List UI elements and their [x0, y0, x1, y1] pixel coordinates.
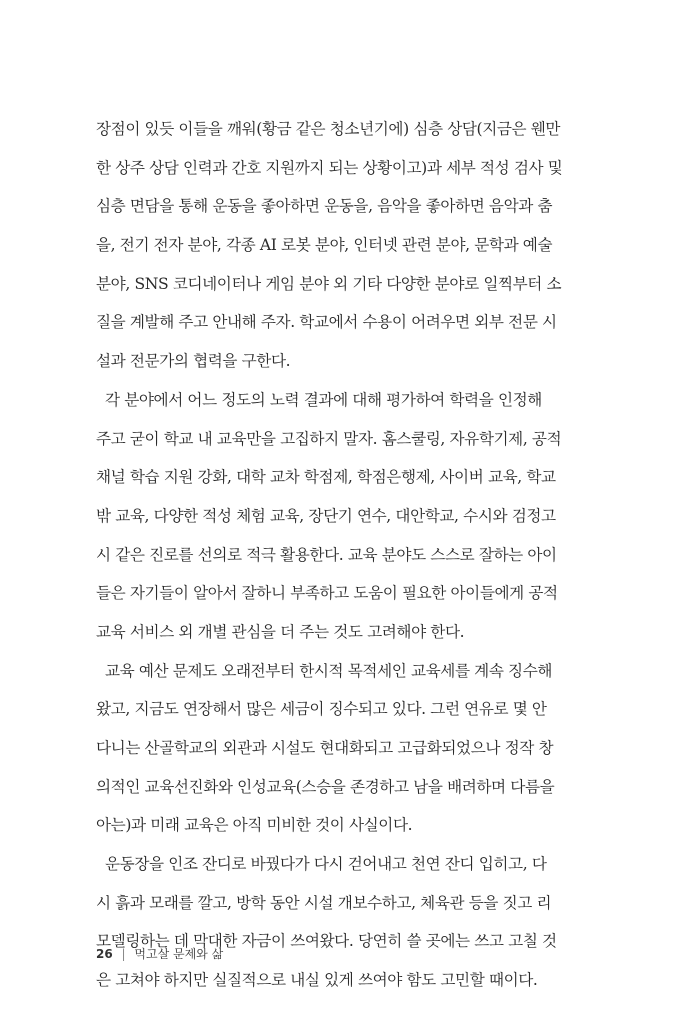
- text-line: 채널 학습 지원 강화, 대학 교차 학점제, 학점은행제, 사이버 교육, 학교: [96, 468, 556, 487]
- text-line: 아는)과 미래 교육은 아직 미비한 것이 사실이다.: [96, 816, 413, 835]
- body-text: [96, 110, 596, 1000]
- text-line: 다니는 산골학교의 외관과 시설도 현대화되고 고급화되었으나 정작 창: [96, 739, 554, 757]
- text-line: 들은 자기들이 알아서 잘하니 부족하고 도움이 필요한 아이들에게 공적: [96, 584, 558, 603]
- paragraph-start-line: 각 분야에서 어느 정도의 노력 결과에 대해 평가하여 학력을 인정해: [105, 390, 542, 409]
- text-line: 교육 서비스 외 개별 관심을 더 주는 것도 고려해야 한다.: [96, 622, 465, 641]
- footer-separator: |: [121, 947, 126, 961]
- text-line: 모델링하는 데 막대한 자금이 쓰여왔다. 당연히 쓸 곳에는 쓰고 고칠 것: [96, 932, 557, 951]
- text-line: 장점이 있듯 이들을 깨워(황금 같은 청소년기에) 심층 상담(지금은 웬만: [96, 120, 561, 138]
- paragraph-start-line: 운동장을 인조 잔디로 바꿨다가 다시 걷어내고 천연 잔디 입히고, 다: [105, 855, 547, 874]
- book-title: 먹고살 문제와 삶: [134, 947, 224, 961]
- text-line: 주고 굳이 학교 내 교육만을 고집하지 말자. 홈스쿨링, 자유학기제, 공적: [96, 429, 562, 448]
- page-number: 26: [96, 947, 113, 961]
- text-line: 은 고쳐야 하지만 실질적으로 내실 있게 쓰여야 함도 고민할 때이다.: [96, 971, 538, 990]
- text-line: 심층 면담을 통해 운동을 좋아하면 운동을, 음악을 좋아하면 음악과 춤: [96, 197, 553, 216]
- text-line: 분야, SNS 코디네이터나 게임 분야 외 기타 다양한 분야로 일찍부터 소: [96, 274, 562, 293]
- text-line: 한 상주 상담 인력과 간호 지원까지 되는 상황이고)과 세부 적성 검사 및: [96, 158, 563, 177]
- page-footer: [96, 944, 223, 964]
- text-line: 설과 전문가의 협력을 구한다.: [96, 352, 291, 371]
- text-line: 왔고, 지금도 연장해서 많은 세금이 징수되고 있다. 그런 연유로 몇 안: [96, 700, 547, 719]
- text-line: 질을 계발해 주고 안내해 주자. 학교에서 수용이 어려우면 외부 전문 시: [96, 313, 557, 332]
- text-line: 의적인 교육선진화와 인성교육(스승을 존경하고 남을 배려하며 다름을: [96, 777, 555, 796]
- text-line: 시 같은 진로를 선의로 적극 활용한다. 교육 분야도 스스로 잘하는 아이: [96, 545, 557, 564]
- text-line: 을, 전기 전자 분야, 각종 AI 로봇 분야, 인터넷 관련 분야, 문학과 예술: [96, 236, 553, 255]
- paragraph-start-line: 교육 예산 문제도 오래전부터 한시적 목적세인 교육세를 계속 징수해: [105, 661, 553, 680]
- text-line: 밖 교육, 다양한 적성 체험 교육, 장단기 연수, 대안학교, 수시와 검정고: [96, 506, 556, 525]
- text-line: 시 흙과 모래를 깔고, 방학 동안 시설 개보수하고, 체육관 등을 짓고 리: [96, 893, 552, 912]
